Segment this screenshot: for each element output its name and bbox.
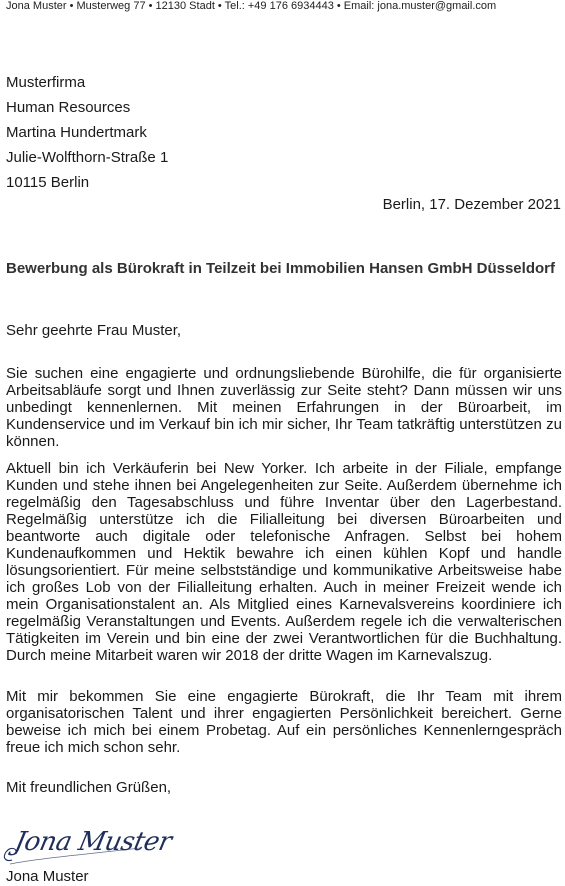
letter-date: Berlin, 17. Dezember 2021 xyxy=(382,196,561,213)
sender-address-line: Jona Muster • Musterweg 77 • 12130 Stadt • Tel.: +49 176 6934443 • Email: jona.muster@gmail.com xyxy=(6,0,497,12)
recipient-contact: Martina Hundertmark xyxy=(6,124,147,141)
signer-name: Jona Muster xyxy=(6,868,89,885)
svg-text:Jona Muster: Jona Muster xyxy=(11,827,175,857)
salutation: Sehr geehrte Frau Muster, xyxy=(6,322,182,339)
recipient-address-block xyxy=(6,70,168,195)
body-paragraph-1: Sie suchen eine engagierte und ordnungsliebende Bürohilfe, die für organisierte Arbeitsabläufe sorgt und Ihnen zuverlässig zur Seite steht? Dann müssen wir uns unbedingt kennenlernen. Mit meinen Erfahrungen in der Büroarbeit, im Kundenservice und im Verkauf bin ich mir sicher, Ihr Team tatkräftig unterstützen zu können. xyxy=(6,365,562,450)
body-paragraph-2: Aktuell bin ich Verkäuferin bei New Yorker. Ich arbeite in der Filiale, empfange Kunden und stehe ihnen bei Angelegenheiten zur Seite. Außerdem übernehme ich regelmäßig den Tagesabschluss und führe Inventar über den Lagerbestand. Regelmäßig unterstütze ich die Filialleitung bei diversen Büroarbeiten und beantworte auch digitale oder telefonische Anfragen. Selbst bei hohem Kundenaufkommen und Hektik bewahre ich einen kühlen Kopf und handle lösungsorientiert. Für meine selbstständige und kommunikative Arbeitsweise habe ich großes Lob von der Filialleitung erhalten. Auch in meiner Freizeit wende ich mein Organisationstalent an. Als Mitglied eines Karnevalsvereins koordiniere ich regelmäßig Veranstaltungen und Events. Außerdem regele ich die verwalterischen Tätigkeiten im Verein und bin eine der zwei Verantwortlichen für die Buchhaltung. Durch meine Mitarbeit waren wir 2018 der dritte Wagen im Karnevalszug. xyxy=(6,460,562,664)
recipient-city: 10115 Berlin xyxy=(6,174,90,191)
recipient-street: Julie-Wolfthorn-Straße 1 xyxy=(6,149,169,166)
body-paragraph-3: Mit mir bekommen Sie eine engagierte Bürokraft, die Ihr Team mit ihrem organisatorischen Talent und ihrer engagierten Persönlichkeit bereichert. Gerne beweise ich mich bei einem Probetag. Auf ein persönliches Kennenlerngespräch freue ich mich schon sehr. xyxy=(6,688,562,756)
closing-phrase: Mit freundlichen Grüßen, xyxy=(6,779,172,796)
handwritten-signature xyxy=(0,818,175,868)
recipient-company: Musterfirma xyxy=(6,74,86,91)
recipient-department: Human Resources xyxy=(6,99,131,116)
letter-subject: Bewerbung als Bürokraft in Teilzeit bei Immobilien Hansen GmbH Düsseldorf xyxy=(6,260,555,277)
